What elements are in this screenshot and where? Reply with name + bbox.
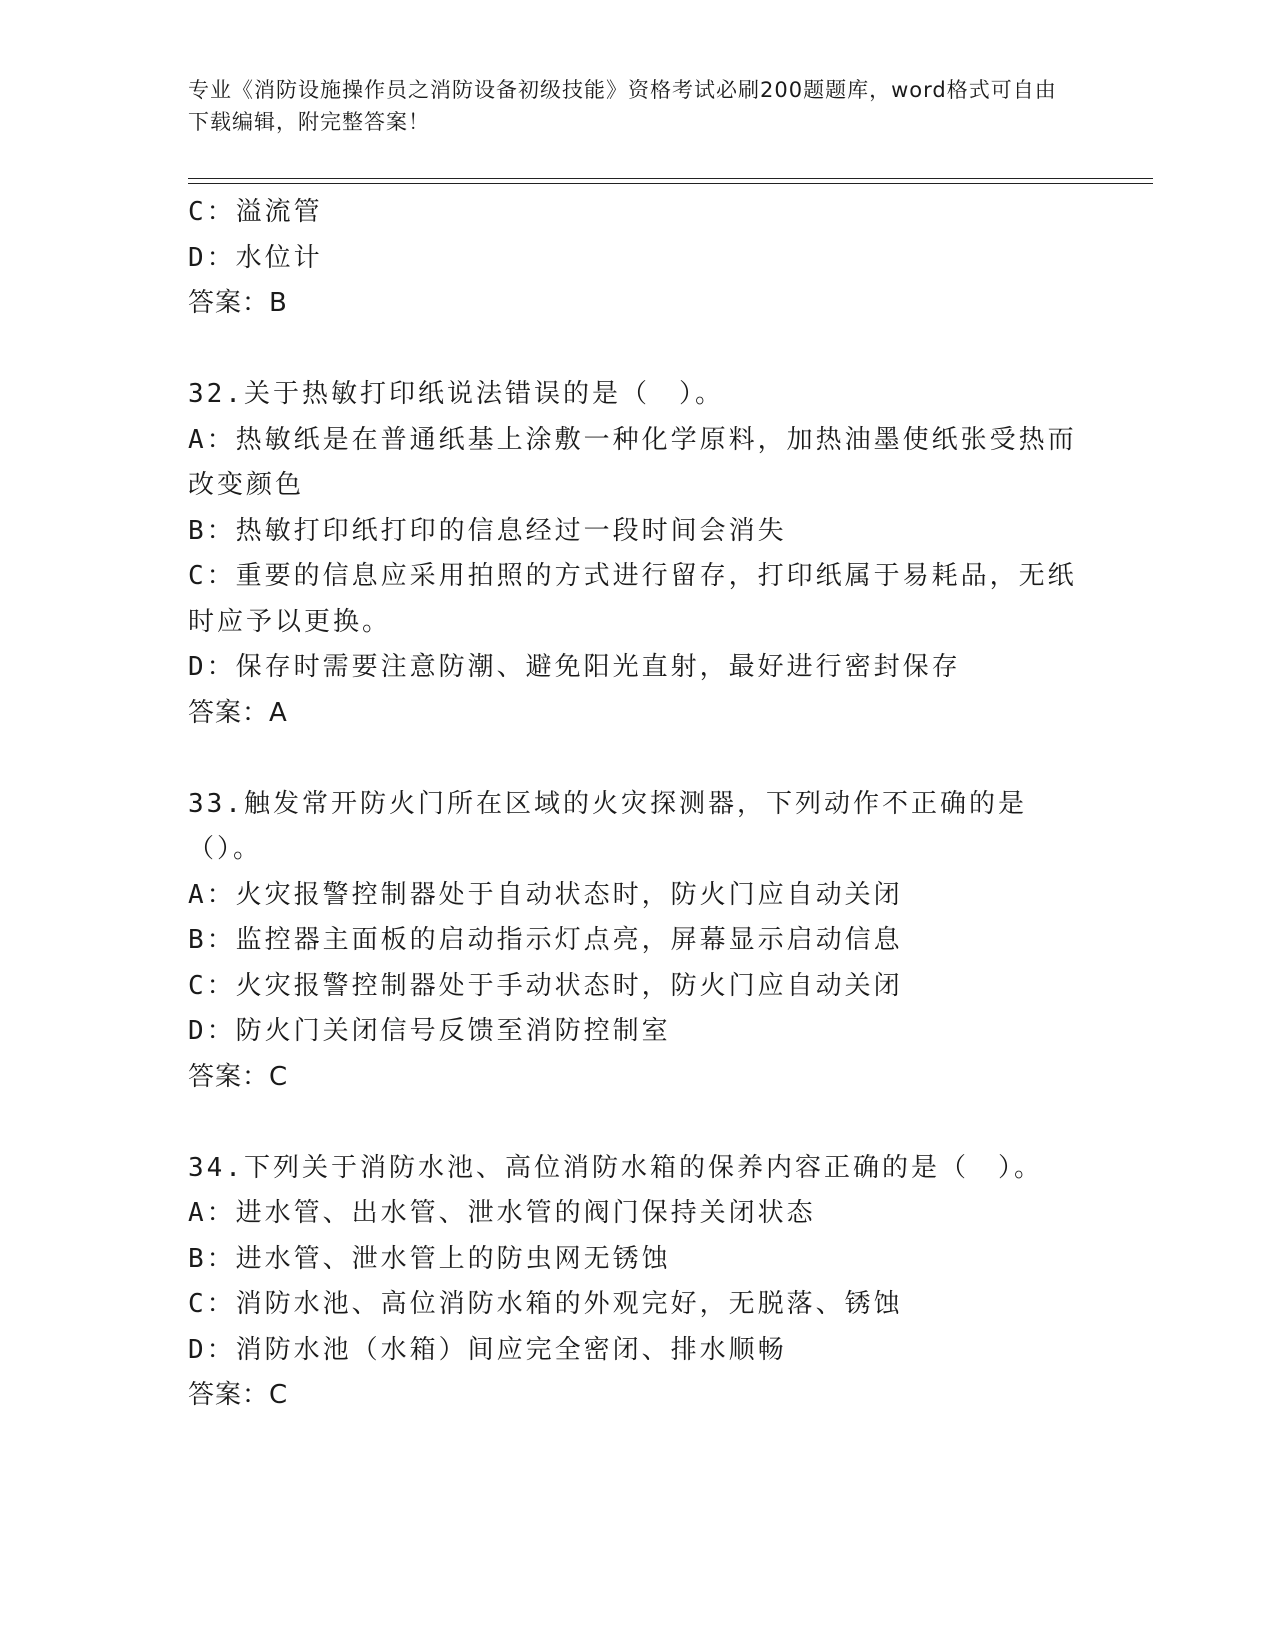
- option-c: C：消防水池、高位消防水箱的外观完好，无脱落、锈蚀: [188, 1289, 903, 1319]
- option-c: C：火灾报警控制器处于手动状态时，防火门应自动关闭: [188, 970, 903, 1001]
- spacer: [188, 1100, 1088, 1146]
- question-stem: 34.下列关于消防水池、高位消防水箱的保养内容正确的是（ ）。: [188, 1152, 1043, 1183]
- question-stem: 33.触发常开防火门所在区域的火灾探测器，下列动作不正确的是（）。: [188, 788, 1027, 864]
- option-d: D：保存时需要注意防潮、避免阳光直射，最好进行密封保存: [188, 652, 961, 682]
- spacer: [188, 327, 1088, 373]
- option-b: B：进水管、泄水管上的防虫网无锈蚀: [188, 1243, 671, 1274]
- answer-label: 答案：B: [188, 288, 288, 318]
- page-header: 专业《消防设施操作员之消防设备初级技能》资格考试必刷200题题库，word格式可自由下载编辑，附完整答案！: [188, 78, 1057, 134]
- option-b: B：热敏打印纸打印的信息经过一段时间会消失: [188, 515, 787, 546]
- question-block-34: [188, 1146, 1088, 1419]
- answer-label: 答案：C: [188, 1380, 289, 1410]
- option-d: D：防火门关闭信号反馈至消防控制室: [188, 1016, 671, 1046]
- answer-label: 答案：C: [188, 1061, 289, 1092]
- answer-label: 答案：A: [188, 697, 288, 728]
- option-a: A：热敏纸是在普通纸基上涂敷一种化学原料，加热油墨使纸张受热而改变颜色: [188, 424, 1077, 500]
- option-a: A：进水管、出水管、泄水管的阀门保持关闭状态: [188, 1198, 816, 1228]
- option-b: B：监控器主面板的启动指示灯点亮，屏幕显示启动信息: [188, 925, 903, 955]
- header-divider-bottom: [188, 183, 1153, 184]
- header-divider-top: [188, 178, 1153, 179]
- option-d: D：水位计: [188, 242, 323, 273]
- question-block-31: [188, 190, 1088, 327]
- option-d: D：消防水池（水箱）间应完全密闭、排水顺畅: [188, 1334, 787, 1365]
- question-block-32: [188, 372, 1088, 736]
- option-c: C：重要的信息应采用拍照的方式进行留存，打印纸属于易耗品，无纸时应予以更换。: [188, 561, 1077, 637]
- option-c: C：溢流管: [188, 197, 323, 227]
- question-content: [188, 190, 1088, 1419]
- question-block-33: [188, 782, 1088, 1101]
- option-a: A：火灾报警控制器处于自动状态时，防火门应自动关闭: [188, 879, 903, 910]
- spacer: [188, 736, 1088, 782]
- question-stem: 32.关于热敏打印纸说法错误的是（ ）。: [188, 379, 724, 409]
